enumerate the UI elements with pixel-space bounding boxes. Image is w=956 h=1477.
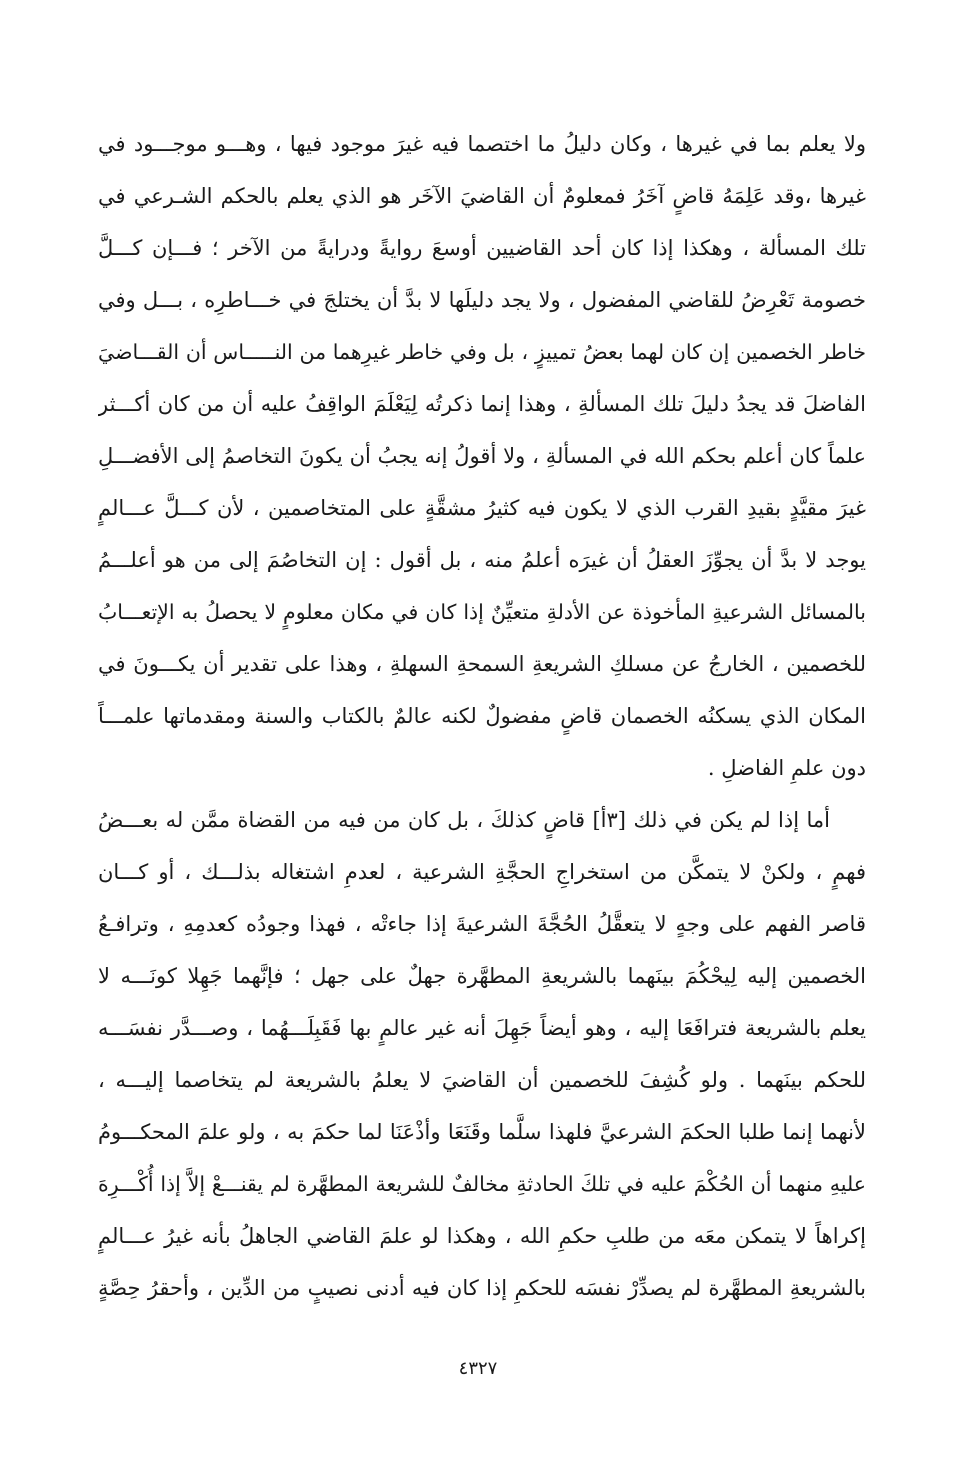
text-line: لأنهما إنما طلبا الحكمَ الشرعيَّ فلهذا سلَّما وقَنَعَا وأذْعَنَا لما حكمَ به ، ولو علمَ المحكـــومُ [98, 1120, 866, 1144]
text-line: فهمٍ ، ولكنْ لا يتمكَّن من استخراجِ الحجَّةِ الشرعية ، لعدمِ اشتغاله بذلـــك ، أو كـــان [98, 860, 866, 884]
text-line: الخصمين إليه لِيحْكُمَ بينَهما بالشريعةِ المطهَّرة جهلٌ على جهل ؛ فإنَّهما جَهِلا كونَـــه لا [98, 964, 866, 988]
text-line: عليهِ منهما أن الحُكْمَ عليه في تلكَ الحادثةِ مخالفٌ للشريعة المطهَّرة لم يقنـــعْ إلاَّ إذا أُكْـــرِهَ [98, 1172, 866, 1196]
text-line: غيرَ مقيَّدٍ بقيدِ القرب الذي لا يكون فيه كثيرُ مشقَّةٍ على المتخاصمين ، لأن كـــلَّ عـــالمٍ [98, 496, 866, 520]
text-line: بالشريعةِ المطهَّرة لم يصدِّرْ نفسَه للحكمِ إذا كان فيه أدنى نصيبٍ من الدِّين ، وأحقرُ حِصَّةٍ [98, 1276, 866, 1300]
text-line: دون علمِ الفاضلِ . [707, 756, 866, 780]
text-line: يعلم بالشريعة فترافَعَا إليه ، وهو أيضاً جَهِلَ أنه غير عالمٍ بها فَقَبِلَـــهُما ، وصـــدَّر نفسَـــه [98, 1016, 866, 1040]
text-line: غيرها ،وقد عَلِمَهُ قاضٍ آخَرُ فمعلومٌ أن القاضيَ الآخَر هو الذي يعلم بالحكم الشـرعي في [98, 184, 866, 208]
text-line: الفاضلَ قد يجدُ دليلَ تلك المسألةِ ، وهذا إنما ذكرتُه لِيَعْلَمَ الواقِفُ عليه أن من كان أكـــثر [98, 392, 866, 416]
text-line: المكان الذي يسكنُه الخصمان قاضٍ مفضولٌ لكنه عالمٌ بالكتاب والسنة ومقدماتها علمـــاً [98, 704, 866, 728]
text-line: للخصمين ، الخارجُ عن مسلكِ الشريعةِ السمحةِ السهلةِ ، وهذا على تقدير أن يكـــونَ في [98, 652, 866, 676]
text-line: للحكم بينَهما . ولو كُشِفَ للخصمين أن القاضيَ لا يعلمُ بالشريعة لم يتخاصما إليـــه ، [98, 1068, 866, 1092]
text-line: خاطر الخصمين إن كان لهما بعضُ تمييزٍ ، بل وفي خاطر غيرِهما من النـــــاس أن القـــاضيَ [98, 340, 866, 364]
text-line: تلك المسألة ، وهكذا إذا كان أحد القاضيين أوسعَ روايةً ودرايةً من الآخر ؛ فـــإن كـــلَّ [98, 236, 866, 260]
text-line: خصومة تَعْرِضُ للقاضي المفضول ، ولا يجد دليلَها لا بدَّ أن يختلجَ في خـــاطرِه ، بـــل وفي [98, 288, 866, 312]
text-line: أما إذا لم يكن في ذلك [٣أ] قاضٍ كذلكَ ، بل كان من فيه من القضاة ممَّن له بعـــضُ [98, 808, 830, 832]
page-number: ٤٣٢٧ [458, 1358, 498, 1379]
text-line: ولا يعلم بما في غيرها ، وكان دليلُ ما اختصما فيه غيرَ موجود فيها ، وهـــو موجـــود في [98, 132, 866, 156]
text-line: بالمسائل الشرعيةِ المأخوذة عن الأدلةِ متعيِّنٌ إذا كان في مكان معلومٍ لا يحصلُ به الإتعـــابُ [98, 600, 866, 624]
paragraph-1 [98, 118, 866, 794]
page-body [98, 118, 866, 1314]
text-line: قاصر الفهم على وجهٍ لا يتعقَّلُ الحُجَّةَ الشرعيةَ إذا جاءتْه ، فهذا وجودُه كعدمِهِ ، وترافـعُ [98, 912, 866, 936]
paragraph-2 [98, 794, 866, 1314]
text-line: إكراهاً لا يتمكن معَه من طلبِ حكمِ الله ، وهكذا لو علمَ القاضي الجاهلُ بأنه غيرُ عـــالمٍ [98, 1224, 866, 1248]
text-line: علماً كان أعلم بحكم الله في المسألةِ ، ولا أقولُ إنه يجبُ أن يكونَ التخاصمُ إلى الأفضـــلِ [98, 444, 866, 468]
text-line: يوجد لا بدَّ أن يجوِّزَ العقلُ أن غيرَه أعلمُ منه ، بل أقول : إن التخاصُمَ إلى من هو أعلـــمُ [98, 548, 866, 572]
